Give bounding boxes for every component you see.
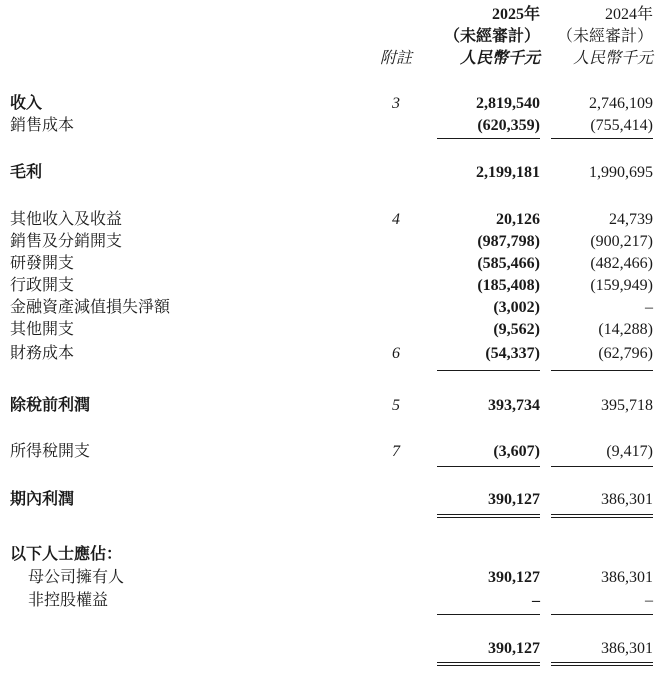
subtotal-rule-2024 [551, 466, 653, 467]
header-year-2025: 2025年 [491, 6, 540, 23]
double-rule-2025 [437, 514, 540, 515]
row-2024-profit-for-period: 386,301 [601, 491, 653, 508]
double-rule-2025 [437, 662, 540, 663]
header-note-column: 附註 [379, 50, 412, 67]
row-2024-selling-expenses: (900,217) [590, 233, 653, 250]
row-label-profit-before-tax: 除稅前利潤 [10, 397, 91, 414]
row-2024-cost-of-sales: (755,414) [590, 117, 653, 134]
row-2025-profit-before-tax: 393,734 [488, 397, 540, 414]
row-2024-other-expenses: (14,288) [598, 321, 653, 338]
row-label-cost-of-sales: 銷售成本 [10, 117, 75, 134]
row-2025-total-attributable: 390,127 [488, 640, 540, 657]
row-2025-owners-of-parent: 390,127 [488, 569, 540, 586]
row-2025-impairment: (3,002) [493, 299, 540, 316]
double-rule-2025 [437, 665, 540, 666]
row-note-finance-costs: 6 [392, 345, 400, 362]
row-2024-admin-expenses: (159,949) [590, 277, 653, 294]
header-year-2024: 2024年 [604, 6, 653, 23]
row-label-owners-of-parent: 母公司擁有人 [28, 569, 125, 586]
row-note-revenue: 3 [392, 95, 400, 112]
subtotal-rule-2025 [437, 466, 540, 467]
header-unit-2025: 人民幣千元 [459, 50, 540, 67]
row-2024-profit-before-tax: 395,718 [601, 397, 653, 414]
row-2024-non-controlling-interests: – [645, 592, 653, 609]
row-2025-gross-profit: 2,199,181 [476, 164, 540, 181]
row-2025-selling-expenses: (987,798) [477, 233, 540, 250]
row-2025-other-expenses: (9,562) [493, 321, 540, 338]
row-2025-non-controlling-interests: – [532, 592, 540, 609]
row-label-non-controlling-interests: 非控股權益 [28, 592, 109, 609]
row-label-selling-expenses: 銷售及分銷開支 [10, 233, 123, 250]
subtotal-rule-2025 [437, 370, 540, 371]
double-rule-2024 [551, 665, 653, 666]
row-2025-rd-expenses: (585,466) [477, 255, 540, 272]
row-2024-income-tax: (9,417) [606, 443, 653, 460]
subtotal-rule-2025 [437, 138, 540, 139]
header-unaudited-2025: （未經審計） [443, 28, 540, 45]
row-2024-finance-costs: (62,796) [598, 345, 653, 362]
row-2025-admin-expenses: (185,408) [477, 277, 540, 294]
row-label-revenue: 收入 [10, 95, 43, 112]
row-2024-impairment: – [645, 299, 653, 316]
row-note-profit-before-tax: 5 [392, 397, 400, 414]
row-label-profit-for-period: 期內利潤 [10, 491, 75, 508]
header-unit-2024: 人民幣千元 [572, 50, 653, 67]
row-2025-finance-costs: (54,337) [485, 345, 540, 362]
subtotal-rule-2024 [551, 370, 653, 371]
header-unaudited-2024: （未經審計） [556, 28, 653, 45]
double-rule-2024 [551, 514, 653, 515]
row-label-other-income: 其他收入及收益 [10, 211, 123, 228]
double-rule-2024 [551, 662, 653, 663]
row-label-gross-profit: 毛利 [10, 164, 43, 181]
subtotal-rule-2025 [437, 614, 540, 615]
row-2024-rd-expenses: (482,466) [590, 255, 653, 272]
row-2025-profit-for-period: 390,127 [488, 491, 540, 508]
row-2024-owners-of-parent: 386,301 [601, 569, 653, 586]
double-rule-2025 [437, 517, 540, 518]
row-2024-gross-profit: 1,990,695 [589, 164, 653, 181]
row-2024-other-income: 24,739 [609, 211, 653, 228]
row-note-income-tax: 7 [392, 443, 400, 460]
row-2025-revenue: 2,819,540 [476, 95, 540, 112]
row-label-finance-costs: 財務成本 [10, 345, 75, 362]
row-label-impairment: 金融資產減值損失淨額 [10, 299, 171, 316]
row-2025-income-tax: (3,607) [493, 443, 540, 460]
row-label-attributable-to: 以下人士應佔： [10, 546, 123, 563]
row-label-admin-expenses: 行政開支 [10, 277, 75, 294]
row-2024-revenue: 2,746,109 [589, 95, 653, 112]
row-label-rd-expenses: 研發開支 [10, 255, 75, 272]
row-label-other-expenses: 其他開支 [10, 321, 75, 338]
row-2024-total-attributable: 386,301 [601, 640, 653, 657]
row-2025-other-income: 20,126 [496, 211, 540, 228]
subtotal-rule-2024 [551, 614, 653, 615]
double-rule-2024 [551, 517, 653, 518]
row-2025-cost-of-sales: (620,359) [477, 117, 540, 134]
row-label-income-tax: 所得稅開支 [10, 443, 91, 460]
row-note-other-income: 4 [392, 211, 400, 228]
subtotal-rule-2024 [551, 138, 653, 139]
